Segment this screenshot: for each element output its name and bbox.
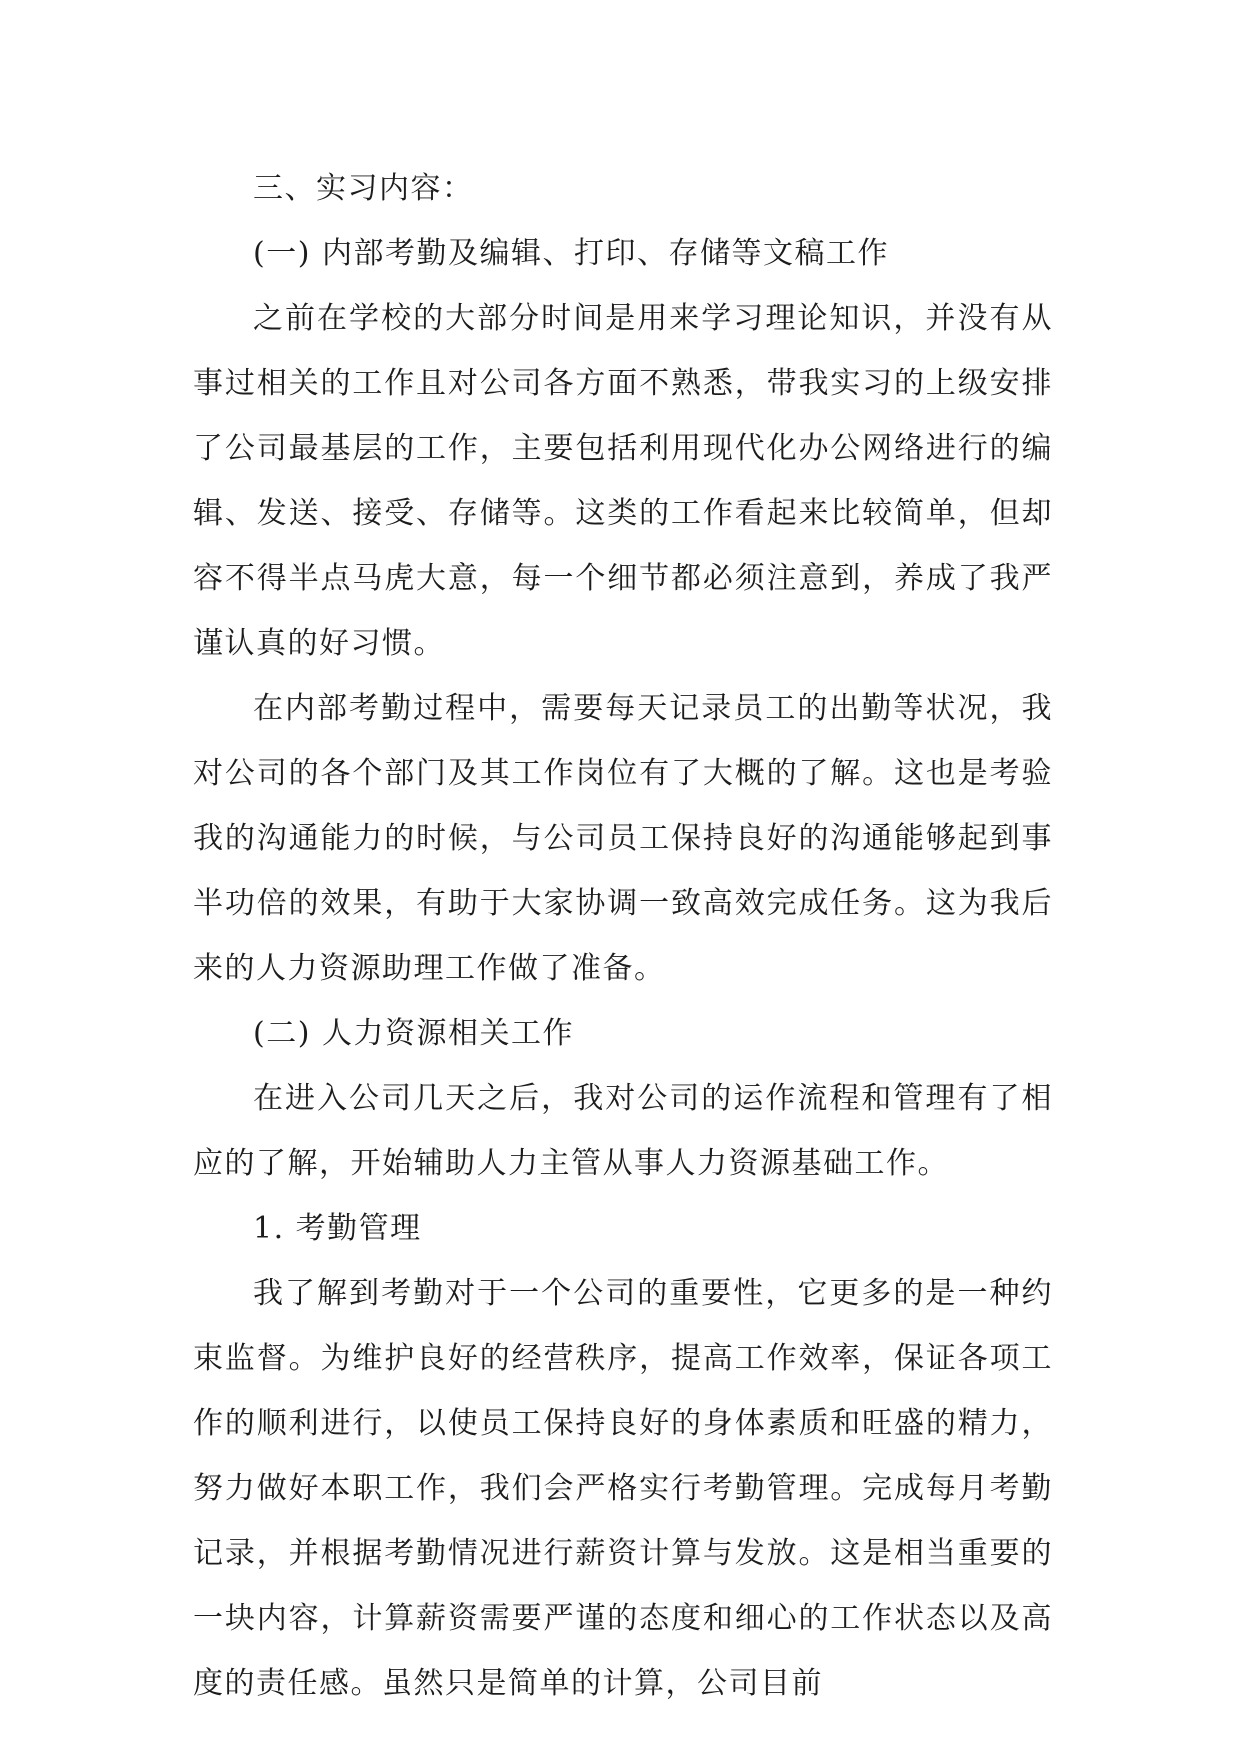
item-heading-attendance-management: 1. 考勤管理	[253, 1211, 422, 1246]
paragraph-hr-intro: 在进入公司几天之后，我对公司的运作流程和管理有了相应的了解，开始辅助人力主管从事人力资源基础工作。	[193, 1081, 1053, 1181]
subsection-heading-attendance-documents: (一) 内部考勤及编辑、打印、存储等文稿工作	[253, 236, 889, 271]
section-heading-internship-content: 三、实习内容：	[253, 171, 474, 206]
subsection-heading-hr-work: (二) 人力资源相关工作	[253, 1016, 574, 1051]
paragraph-basic-work: 之前在学校的大部分时间是用来学习理论知识，并没有从事过相关的工作且对公司各方面不熟悉，带我实习的上级安排了公司最基层的工作，主要包括利用现代化办公网络进行的编辑、发送、接受、存储等。这类的工作看起来比较简单，但却容不得半点马虎大意，每一个细节都必须注意到，养成了我严谨认真的好习惯。	[193, 301, 1053, 661]
paragraph-internal-attendance: 在内部考勤过程中，需要每天记录员工的出勤等状况，我对公司的各个部门及其工作岗位有了大概的了解。这也是考验我的沟通能力的时候，与公司员工保持良好的沟通能够起到事半功倍的效果，有助于大家协调一致高效完成任务。这为我后来的人力资源助理工作做了准备。	[193, 691, 1053, 986]
document-body	[193, 156, 1053, 1716]
paragraph-attendance-management: 我了解到考勤对于一个公司的重要性，它更多的是一种约束监督。为维护良好的经营秩序，提高工作效率，保证各项工作的顺利进行，以使员工保持良好的身体素质和旺盛的精力，努力做好本职工作，我们会严格实行考勤管理。完成每月考勤记录，并根据考勤情况进行薪资计算与发放。这是相当重要的一块内容，计算薪资需要严谨的态度和细心的工作状态以及高度的责任感。虽然只是简单的计算，公司目前	[193, 1276, 1053, 1701]
